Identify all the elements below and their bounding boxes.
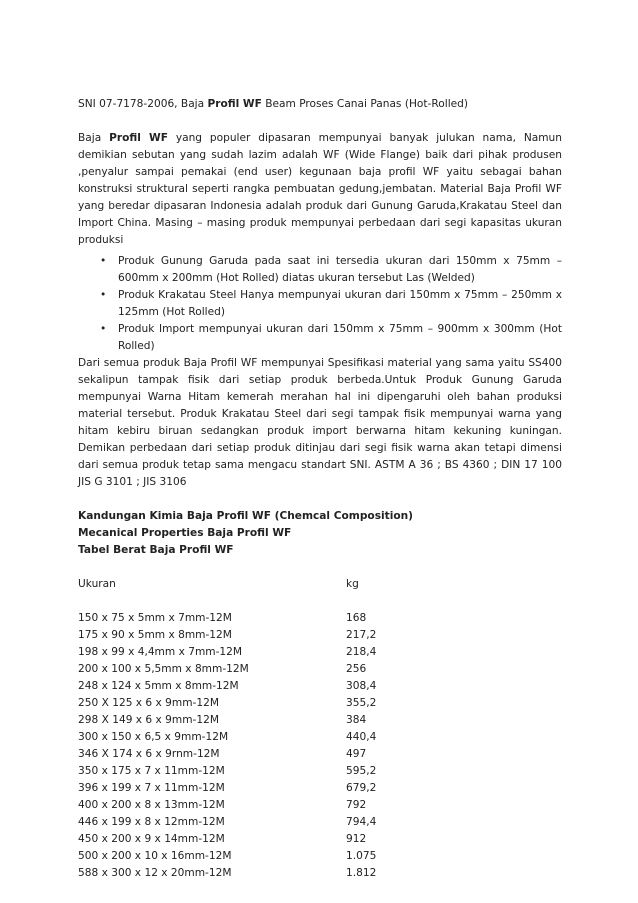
weight-cell: 308,4	[346, 680, 377, 692]
intro-suffix: Beam Proses Canai Panas (Hot-Rolled)	[261, 98, 469, 110]
weight-cell: 794,4	[346, 816, 377, 828]
table-row	[78, 712, 562, 729]
size-cell: 150 x 75 x 5mm x 7mm-12M	[78, 612, 232, 624]
size-cell: 248 x 124 x 5mm x 8mm-12M	[78, 680, 239, 692]
table-row	[78, 797, 562, 814]
column-header-size: Ukuran	[78, 578, 116, 590]
size-cell: 200 x 100 x 5,5mm x 8mm-12M	[78, 663, 249, 675]
weight-cell: 497	[346, 748, 367, 760]
size-cell: 250 X 125 x 6 x 9mm-12M	[78, 697, 220, 709]
table-row	[78, 661, 562, 678]
size-cell: 450 x 200 x 9 x 14mm-12M	[78, 833, 225, 845]
list-item-text: Produk Krakatau Steel Hanya mempunyai ukuran dari 150mm x 75mm – 250mm x 125mm (Hot Rolled)	[118, 289, 562, 318]
size-cell: 350 x 175 x 7 x 11mm-12M	[78, 765, 225, 777]
heading-chemical: Kandungan Kimia Baja Profil WF (Chemcal Composition)	[78, 510, 413, 522]
intro-bold: Profil WF	[207, 98, 262, 110]
weight-cell: 355,2	[346, 697, 377, 709]
weight-cell: 792	[346, 799, 367, 811]
table-row	[78, 763, 562, 780]
size-cell: 300 x 150 x 6,5 x 9mm-12M	[78, 731, 229, 743]
size-cell: 175 x 90 x 5mm x 8mm-12M	[78, 629, 232, 641]
bullet-icon: •	[100, 289, 107, 301]
list-item	[78, 287, 562, 321]
heading-mechanical: Mecanical Properties Baja Profil WF	[78, 527, 292, 539]
bullet-icon: •	[100, 323, 107, 335]
size-cell: 298 X 149 x 6 x 9mm-12M	[78, 714, 220, 726]
para1-bold: Profil WF	[109, 132, 168, 144]
weight-cell: 440,4	[346, 731, 377, 743]
para1-text: yang populer dipasaran mempunyai banyak julukan nama, Namun demikian sebutan yang sudah lazim adalah WF (Wide Flange) baik dari pihak produsen ,penyalur sampai pemakai (end user) kegunaan baja profil WF yaitu sebagai bahan konstruksi struktural seperti rangka pembuatan gedung,jembatan. Material Baja Profil WF yang beredar dipasaran Indonesia adalah produk dari Gunung Garuda,Krakatau Steel dan Import China. Masing – masing produk mempunyai perbedaan dari segi kapasitas ukuran produksi	[78, 132, 562, 246]
paragraph-intro	[78, 130, 562, 249]
table-row	[78, 729, 562, 746]
weight-cell: 595,2	[346, 765, 377, 777]
size-cell: 500 x 200 x 10 x 16mm-12M	[78, 850, 232, 862]
heading-weight-table: Tabel Berat Baja Profil WF	[78, 544, 234, 556]
weight-cell: 1.075	[346, 850, 377, 862]
table-row	[78, 780, 562, 797]
product-list	[78, 253, 562, 355]
column-header-weight: kg	[346, 578, 359, 590]
table-row	[78, 678, 562, 695]
bullet-icon: •	[100, 255, 107, 267]
size-cell: 446 x 199 x 8 x 12mm-12M	[78, 816, 225, 828]
weight-cell: 1.812	[346, 867, 377, 879]
weight-cell: 384	[346, 714, 367, 726]
table-row	[78, 814, 562, 831]
list-item	[78, 321, 562, 355]
table-row	[78, 848, 562, 865]
table-row	[78, 610, 562, 627]
table-header	[78, 576, 562, 593]
table-row	[78, 831, 562, 848]
document-page	[78, 96, 562, 882]
list-item	[78, 253, 562, 287]
size-cell: 400 x 200 x 8 x 13mm-12M	[78, 799, 225, 811]
size-cell: 396 x 199 x 7 x 11mm-12M	[78, 782, 225, 794]
intro-line	[78, 96, 562, 113]
weight-cell: 218,4	[346, 646, 377, 658]
para1-prefix: Baja	[78, 132, 110, 144]
size-cell: 346 X 174 x 6 x 9rnm-12M	[78, 748, 220, 760]
weight-table	[78, 610, 562, 882]
weight-cell: 217,2	[346, 629, 377, 641]
intro-prefix: SNI 07-7178-2006, Baja	[78, 98, 208, 110]
table-row	[78, 695, 562, 712]
list-item-text: Produk Import mempunyai ukuran dari 150mm x 75mm – 900mm x 300mm (Hot Rolled)	[118, 323, 562, 352]
weight-cell: 256	[346, 663, 367, 675]
table-row	[78, 746, 562, 763]
weight-cell: 168	[346, 612, 367, 624]
table-row	[78, 865, 562, 882]
size-cell: 588 x 300 x 12 x 20mm-12M	[78, 867, 232, 879]
size-cell: 198 x 99 x 4,4mm x 7mm-12M	[78, 646, 243, 658]
table-row	[78, 627, 562, 644]
weight-cell: 679,2	[346, 782, 377, 794]
paragraph-specification: Dari semua produk Baja Profil WF mempunyai Spesifikasi material yang sama yaitu SS400 sekalipun tampak fisik dari setiap produk berbeda.Untuk Produk Gunung Garuda mempunyai Warna Hitam kemerah merahan hal ini dipengaruhi oleh bahan produksi material tersebut. Produk Krakatau Steel dari segi tampak fisik mempunyai warna yang hitam kebiru biruan sedangkan produk import berwarna hitam kekuning kuningan. Demikan perbedaan dari setiap produk ditinjau dari segi fisik warna akan tetapi dimensi dari semua produk tetap sama mengacu standart SNI. ASTM A 36 ; BS 4360 ; DIN 17 100 JIS G 3101 ; JIS 3106	[78, 357, 562, 488]
list-item-text: Produk Gunung Garuda pada saat ini tersedia ukuran dari 150mm x 75mm – 600mm x 200mm (Hot Rolled) diatas ukuran tersebut Las (Welded)	[118, 255, 562, 284]
table-row	[78, 644, 562, 661]
weight-cell: 912	[346, 833, 367, 845]
